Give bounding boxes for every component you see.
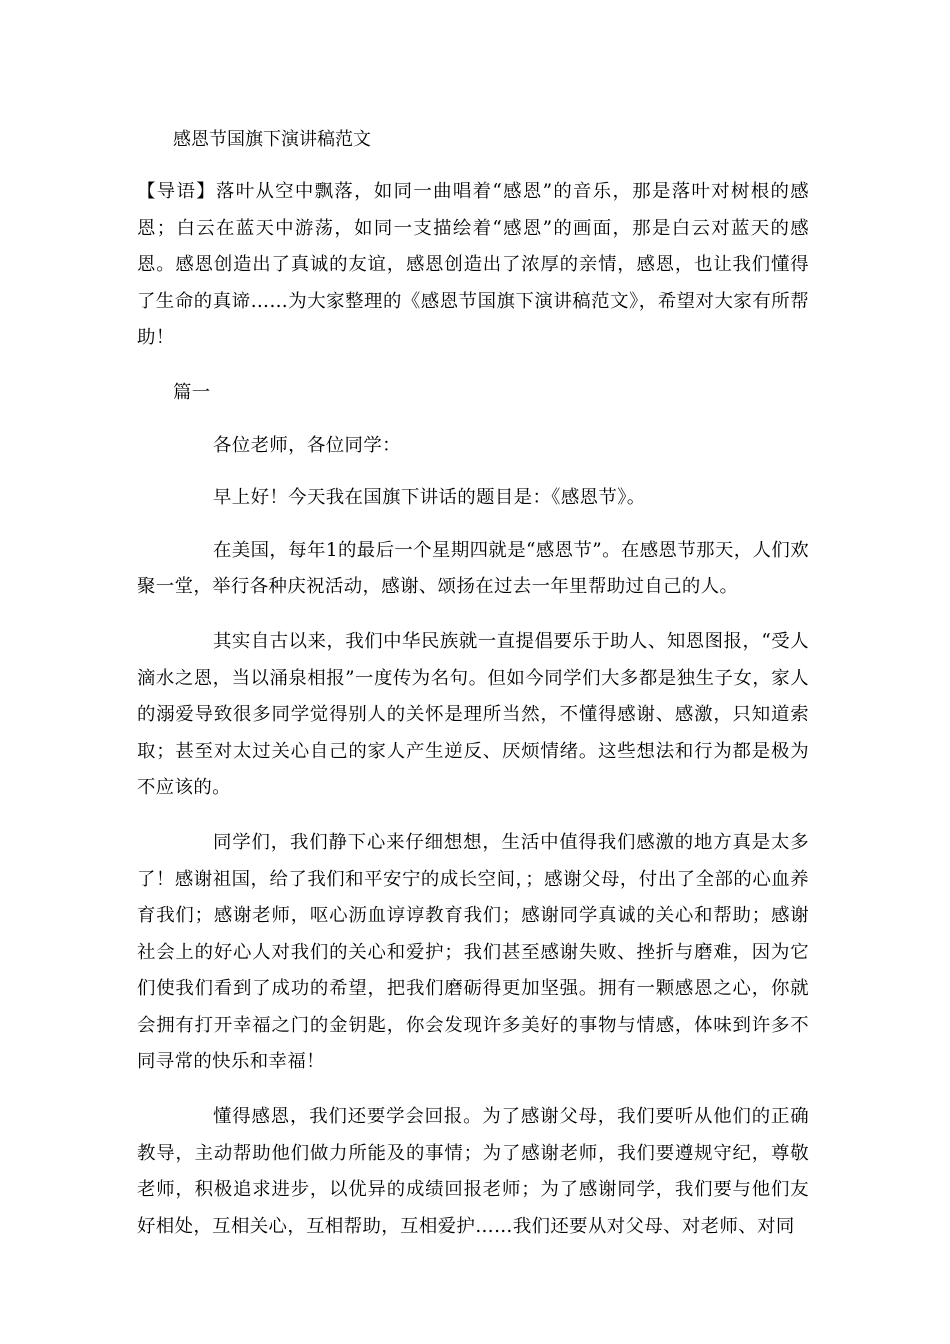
intro-paragraph: 【导语】落叶从空中飘落，如同一曲唱着“感恩”的音乐，那是落叶对树根的感恩；白云在蓝天中游荡，如同一支描绘着“感恩”的画面，那是白云对蓝天的感恩。感恩创造出了真诚的友谊，感恩创造出了浓厚的亲情，感恩，也让我们懂得了生命的真谛……为大家整理的《感恩节国旗下演讲稿范文》，希望对大家有所帮助！ [137,181,809,349]
document-page [137,122,809,1263]
section-label: 篇一 [173,381,211,403]
body-paragraph-2: 其实自古以来，我们中华民族就一直提倡要乐于助人、知恩图报，“受人滴水之恩，当以涌泉相报”一度传为名句。但如今同学们大多都是独生子女，家人的溺爱导致很多同学觉得别人的关怀是理所当然，不懂得感谢、感激，只知道索取；甚至对太过关心自己的家人产生逆反、厌烦情绪。这些想法和行为都是极为不应该的。 [137,630,809,799]
document-title: 感恩节国旗下演讲稿范文 [173,129,371,150]
body-paragraph-1: 在美国，每年1的最后一个星期四就是“感恩节”。在感恩节那天，人们欢聚一堂，举行各种庆祝活动，感谢、颂扬在过去一年里帮助过自己的人。 [137,539,809,598]
opening-paragraph: 早上好！今天我在国旗下讲话的题目是：《感恩节》。 [213,487,646,509]
body-paragraph-3: 同学们，我们静下心来仔细想想，生活中值得我们感激的地方真是太多了！感谢祖国，给了我们和平安宁的成长空间，；感谢父母，付出了全部的心血养育我们；感谢老师，呕心沥血谆谆教育我们；感谢同学真诚的关心和帮助；感谢社会上的好心人对我们的关心和爱护；我们甚至感谢失败、挫折与磨难，因为它们使我们看到了成功的希望，把我们磨砺得更加坚强。拥有一颗感恩之心，你就会拥有打开幸福之门的金钥匙，你会发现许多美好的事物与情感，体味到许多不同寻常的快乐和幸福！ [137,831,809,1073]
greeting-paragraph: 各位老师，各位同学： [213,434,401,456]
body-paragraph-4: 懂得感恩，我们还要学会回报。为了感谢父母，我们要听从他们的正确教导，主动帮助他们做力所能及的事情；为了感谢老师，我们要遵规守纪，尊敬老师，积极追求进步，以优异的成绩回报老师；为了感谢同学，我们要与他们友好相处，互相关心，互相帮助，互相爱护……我们还要从对父母、对老师、对同 [137,1106,809,1237]
